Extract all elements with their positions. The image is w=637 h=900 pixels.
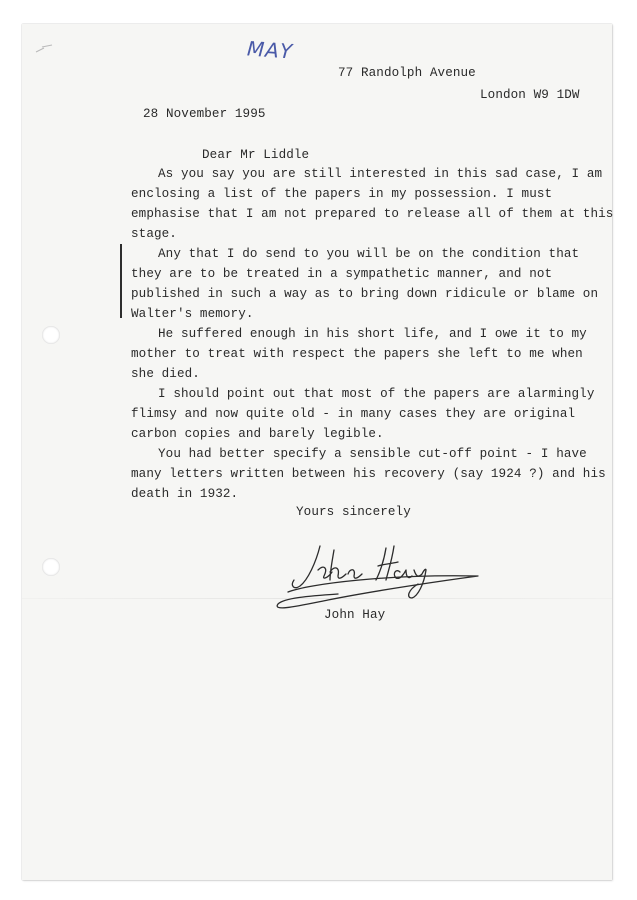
- punch-hole-upper: [42, 326, 60, 344]
- body-line: she died.: [131, 367, 200, 381]
- salutation: Dear Mr Liddle: [202, 148, 310, 162]
- staple-mark: [34, 42, 56, 56]
- body-line: He suffered enough in his short life, and I owe it to my: [158, 327, 587, 341]
- body-line: Any that I do send to you will be on the condition that: [158, 247, 580, 261]
- sender-city: London W9 1DW: [480, 88, 580, 102]
- handwritten-annotation: MAY: [246, 36, 294, 64]
- body-line: carbon copies and barely legible.: [131, 427, 384, 441]
- body-line: You had better specify a sensible cut-off point - I have: [158, 447, 587, 461]
- signatory-name: John Hay: [324, 608, 386, 622]
- body-line: mother to treat with respect the papers she left to me when: [131, 347, 583, 361]
- body-line: death in 1932.: [131, 487, 239, 501]
- body-line: they are to be treated in a sympathetic manner, and not: [131, 267, 553, 281]
- sender-street: 77 Randolph Avenue: [338, 66, 476, 80]
- body-line: emphasise that I am not prepared to release all of them at this: [131, 207, 614, 221]
- body-line: many letters written between his recovery (say 1924 ?) and his: [131, 467, 606, 481]
- body-line: I should point out that most of the papers are alarmingly: [158, 387, 595, 401]
- body-line: enclosing a list of the papers in my possession. I must: [131, 187, 553, 201]
- punch-hole-lower: [42, 558, 60, 576]
- body-line: Walter's memory.: [131, 307, 254, 321]
- body-line: published in such a way as to bring down ridicule or blame on: [131, 287, 599, 301]
- letter-date: 28 November 1995: [143, 107, 266, 121]
- body-line: stage.: [131, 227, 177, 241]
- closing: Yours sincerely: [296, 505, 411, 519]
- body-line: As you say you are still interested in this sad case, I am: [158, 167, 603, 181]
- margin-mark: [120, 244, 122, 318]
- body-line: flimsy and now quite old - in many cases they are original: [131, 407, 576, 421]
